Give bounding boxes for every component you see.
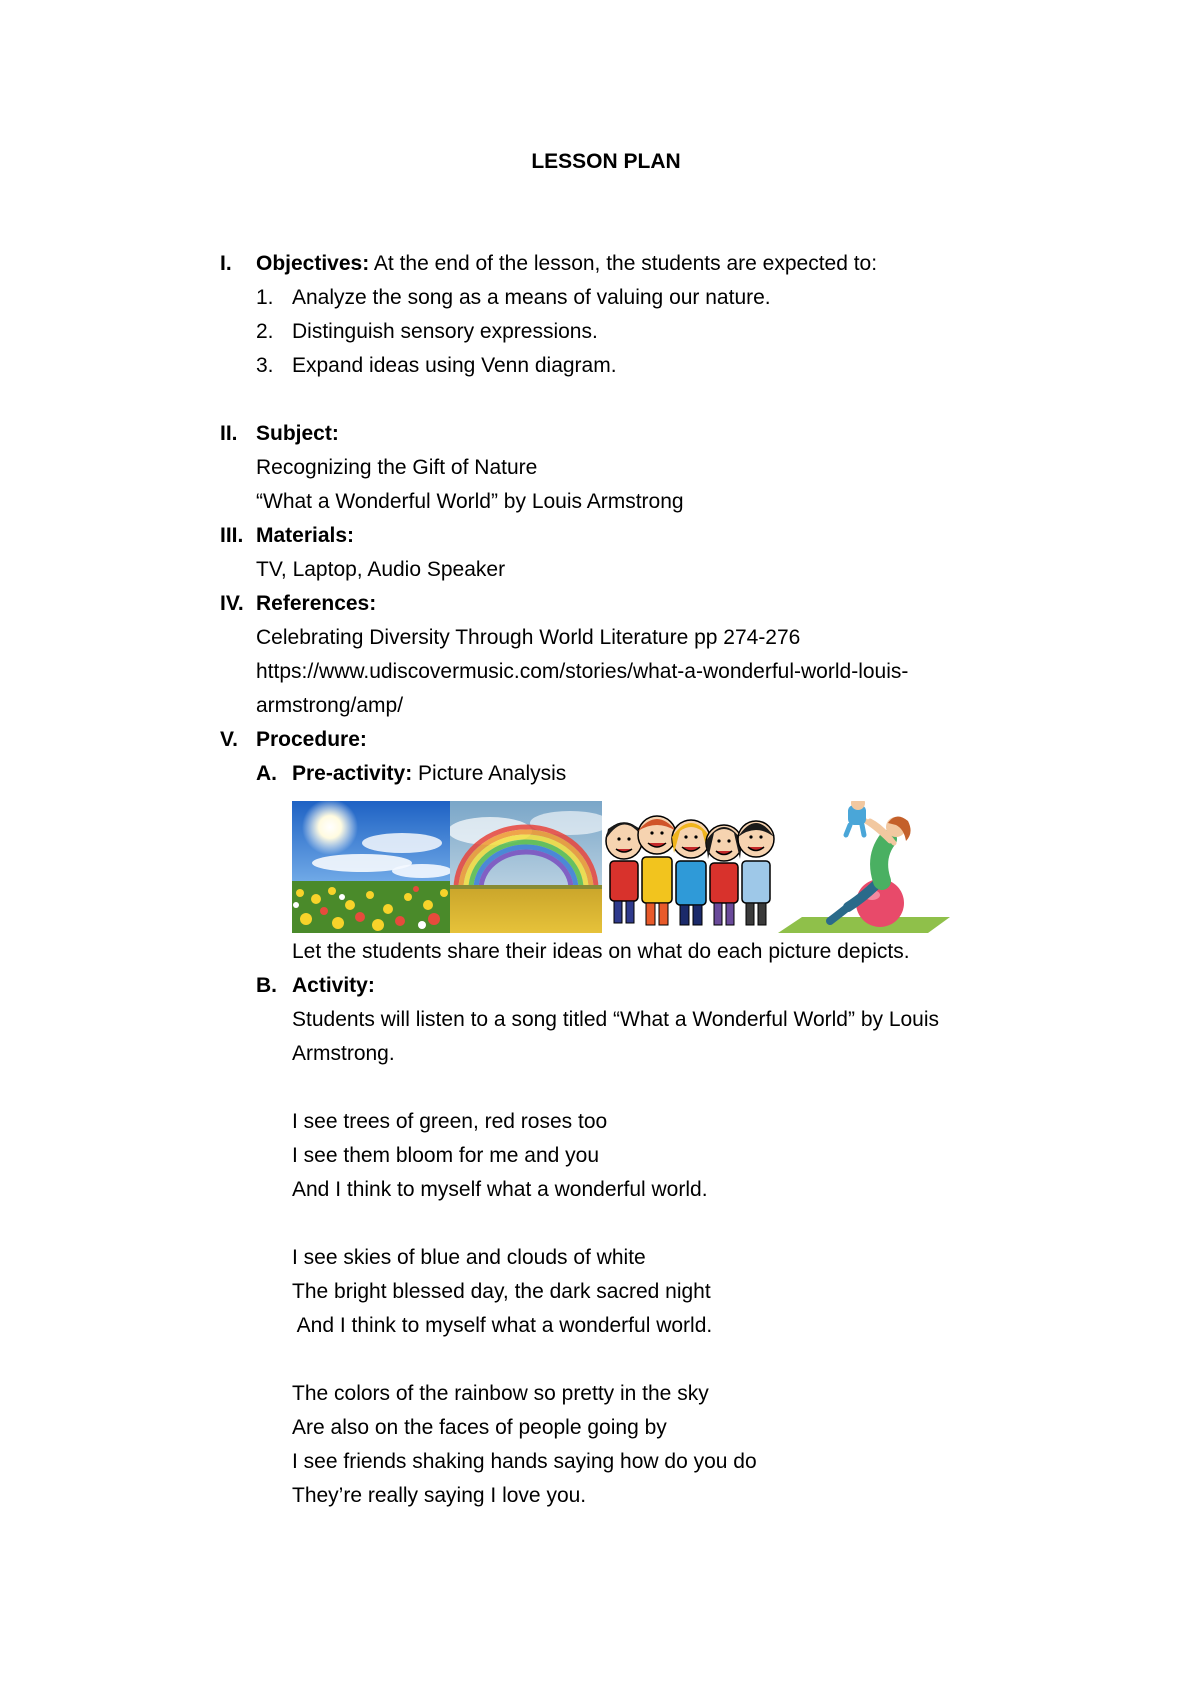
objective-text: Distinguish sensory expressions. (292, 320, 598, 343)
pre-activity-label: Picture Analysis (412, 762, 567, 785)
section-numeral-subject: II. (220, 422, 238, 445)
materials-heading: Materials: (256, 524, 355, 547)
lyric-line: I see skies of blue and clouds of white (292, 1246, 646, 1269)
subject-heading: Subject: (256, 422, 339, 445)
pre-activity-instruction: Let the students share their ideas on what do each picture depicts. (292, 940, 910, 963)
subject-line: “What a Wonderful World” by Louis Armstrong (256, 490, 684, 513)
lyric-line: The colors of the rainbow so pretty in the sky (292, 1382, 709, 1405)
objective-text: Expand ideas using Venn diagram. (292, 354, 617, 377)
objective-number: 1. (256, 286, 274, 309)
subject-line: Recognizing the Gift of Nature (256, 456, 538, 479)
lyric-line: And I think to myself what a wonderful world. (292, 1314, 713, 1337)
objectives-intro: At the end of the lesson, the students are expected to: (369, 252, 878, 275)
objective-number: 3. (256, 354, 274, 377)
rainbow-field-image (450, 801, 602, 933)
mother-child-ball-image (778, 801, 950, 933)
activity-description: Students will listen to a song titled “What a Wonderful World” by Louis (292, 1008, 940, 1031)
lyric-line: And I think to myself what a wonderful world. (292, 1178, 708, 1201)
lyric-line: I see trees of green, red roses too (292, 1110, 608, 1133)
objectives-heading: Objectives: (256, 252, 370, 275)
section-numeral-references: IV. (220, 592, 244, 615)
pre-activity-line (292, 760, 566, 788)
pre-activity-heading: Pre-activity: (292, 762, 413, 785)
section-numeral-materials: III. (220, 524, 244, 547)
lyric-line: I see them bloom for me and you (292, 1144, 599, 1167)
picture-strip (292, 801, 950, 933)
lyric-line: They’re really saying I love you. (292, 1484, 587, 1507)
activity-description-continued: Armstrong. (292, 1042, 395, 1065)
lyric-line: I see friends shaking hands saying how do you do (292, 1450, 757, 1473)
reference-line: Celebrating Diversity Through World Literature pp 274-276 (256, 626, 801, 649)
section-numeral-objectives: I. (220, 252, 232, 275)
objective-text: Analyze the song as a means of valuing our nature. (292, 286, 771, 309)
sunny-flower-field-image (292, 801, 450, 933)
references-heading: References: (256, 592, 377, 615)
reference-url: https://www.udiscovermusic.com/stories/what-a-wonderful-world-louis- (256, 660, 909, 683)
reference-url-continued: armstrong/amp/ (256, 694, 404, 717)
page-title: LESSON PLAN (531, 150, 681, 173)
section-numeral-procedure: V. (220, 728, 238, 751)
subsection-letter-b: B. (256, 974, 277, 997)
subsection-letter-a: A. (256, 762, 277, 785)
lyric-line: Are also on the faces of people going by (292, 1416, 667, 1439)
lyric-line: The bright blessed day, the dark sacred night (292, 1280, 711, 1303)
procedure-heading: Procedure: (256, 728, 367, 751)
materials-line: TV, Laptop, Audio Speaker (256, 558, 506, 581)
activity-heading: Activity: (292, 974, 375, 997)
objective-number: 2. (256, 320, 274, 343)
cartoon-kids-image (602, 801, 778, 933)
objectives-line (256, 250, 877, 278)
